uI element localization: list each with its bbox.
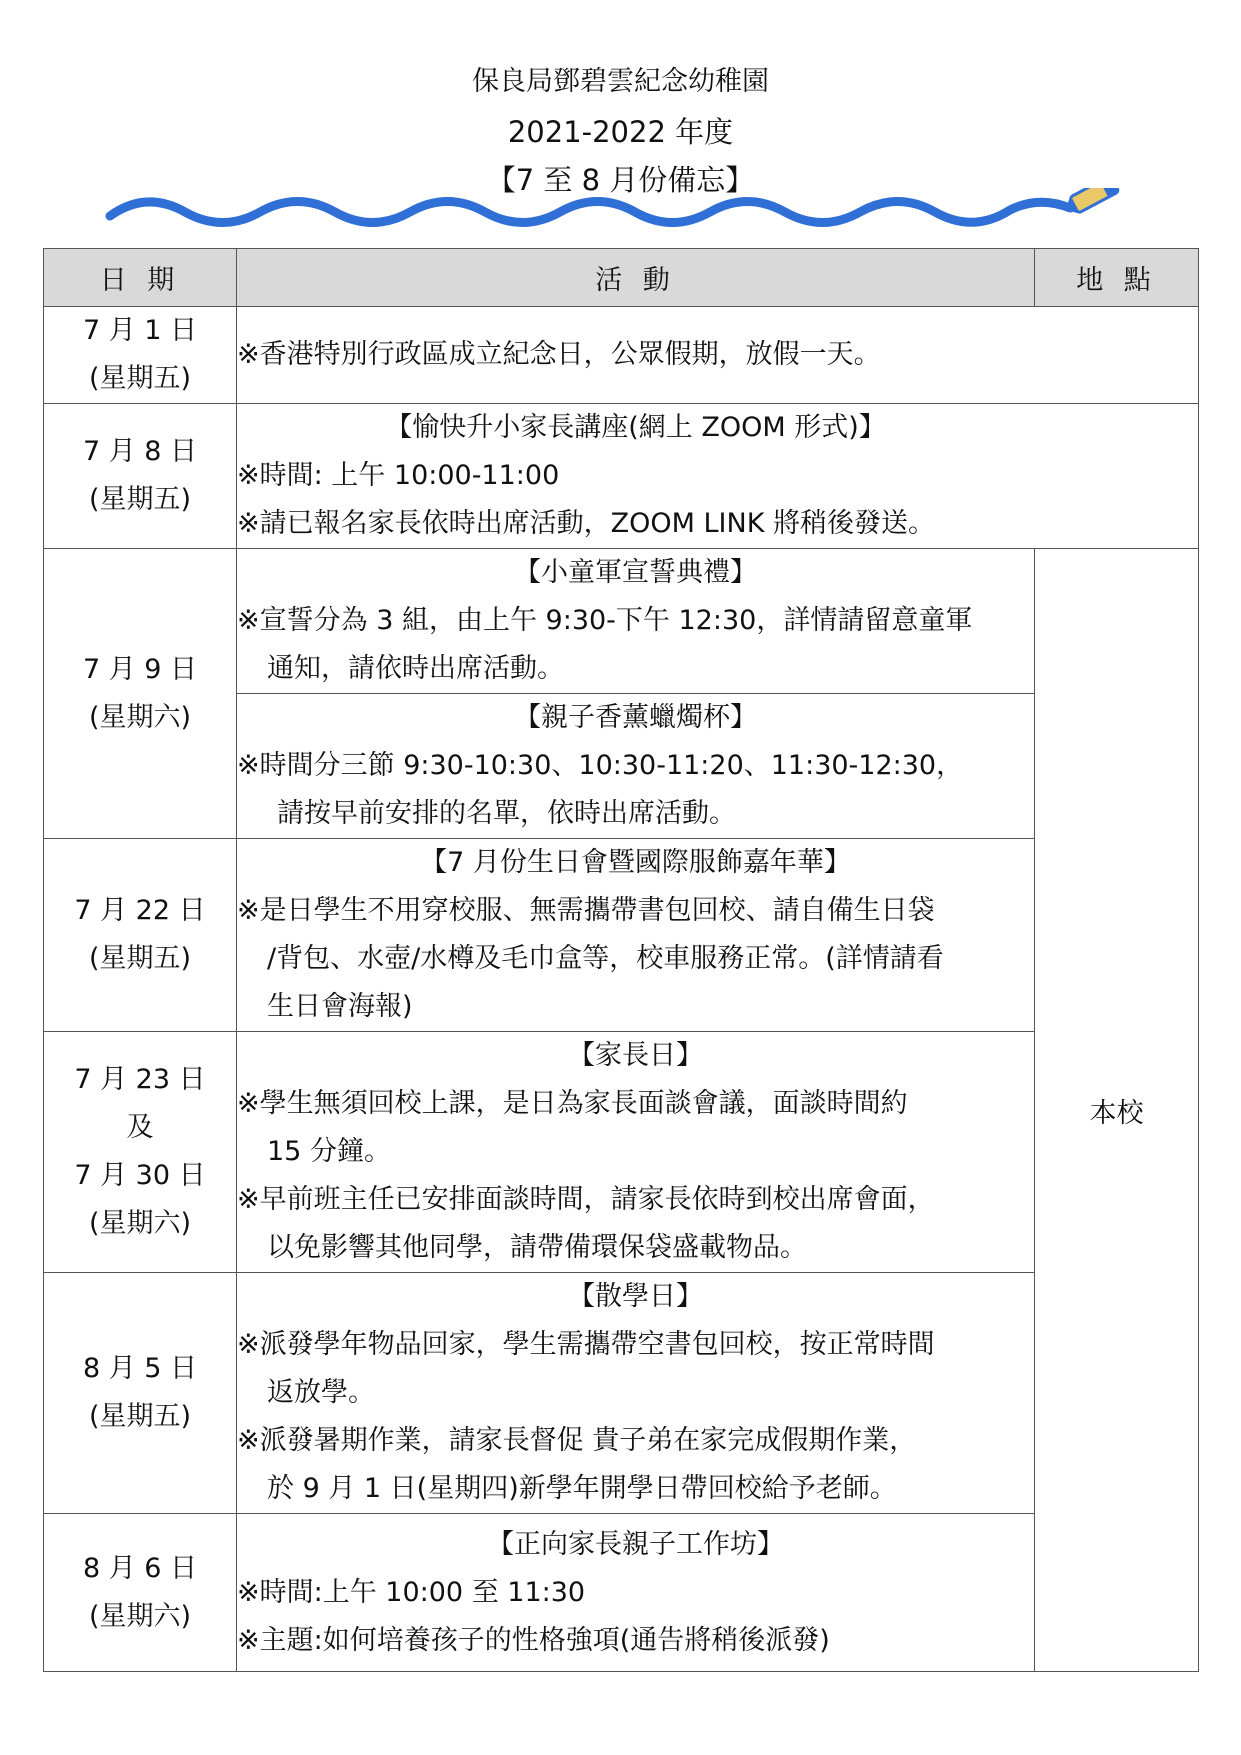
weekday-line: (星期六) xyxy=(88,1600,192,1632)
activity-cell xyxy=(237,1273,1035,1514)
crayon-icon xyxy=(1061,188,1119,218)
date-line: 7 月 23 日 xyxy=(74,1064,206,1095)
activity-line: 返放學。 xyxy=(267,1377,375,1408)
activity-title: 【家長日】 xyxy=(568,1040,703,1071)
date-cell xyxy=(44,839,237,1032)
weekday-line: (星期六) xyxy=(88,1208,192,1239)
activity-cell xyxy=(237,404,1199,549)
weekday-line: (星期六) xyxy=(88,701,192,733)
activity-line: ※時間分三節 9:30-10:30、10:30-11:20、11:30-12:30， xyxy=(237,750,964,781)
col-header-place: 地 點 xyxy=(1035,249,1199,307)
weekday-line: (星期五) xyxy=(88,484,192,515)
activity-cell xyxy=(237,694,1035,839)
activity-line: ※請已報名家長依時出席活動，ZOOM LINK 將稍後發送。 xyxy=(237,508,935,539)
activity-line: ※主題:如何培養孩子的性格強項(通告將稍後派發) xyxy=(237,1624,830,1656)
activity-cell xyxy=(237,307,1199,404)
table-row xyxy=(44,549,1199,694)
activity-line: ※早前班主任已安排面談時間，請家長依時到校出席會面， xyxy=(237,1184,935,1215)
date-line: 8 月 5 日 xyxy=(82,1353,198,1384)
date-cell xyxy=(44,1273,237,1514)
weekday-line: (星期五) xyxy=(88,363,192,394)
memo-table xyxy=(43,248,1199,1672)
date-line: 7 月 9 日 xyxy=(82,653,198,685)
activity-cell xyxy=(237,1514,1035,1672)
weekday-line: (星期五) xyxy=(88,943,192,974)
activity-title: 【7 月份生日會暨國際服飾嘉年華】 xyxy=(420,847,851,878)
activity-line: ※香港特別行政區成立紀念日，公眾假期，放假一天。 xyxy=(237,339,881,370)
activity-title: 【親子香薰蠟燭杯】 xyxy=(514,702,757,733)
activity-line: ※學生無須回校上課，是日為家長面談會議，面談時間約 xyxy=(237,1088,908,1119)
table-row xyxy=(44,404,1199,549)
table-row xyxy=(44,1514,1199,1672)
date-cell xyxy=(44,307,237,404)
activity-line: ※是日學生不用穿校服、無需攜帶書包回校、請自備生日袋 xyxy=(237,895,935,926)
table-row xyxy=(44,307,1199,404)
activity-line: 於 9 月 1 日(星期四)新學年開學日帶回校給予老師。 xyxy=(267,1473,897,1504)
col-header-activity: 活 動 xyxy=(237,249,1035,307)
date-cell xyxy=(44,404,237,549)
col-header-date: 日 期 xyxy=(44,249,237,307)
date-line: 7 月 22 日 xyxy=(74,895,206,926)
activity-title: 【正向家長親子工作坊】 xyxy=(487,1528,784,1560)
scribble-wave xyxy=(110,202,1070,223)
activity-cell xyxy=(237,549,1035,694)
date-line: 7 月 8 日 xyxy=(82,436,198,467)
activity-line: /背包、水壺/水樽及毛巾盒等，校車服務正常。(詳情請看 xyxy=(267,943,944,974)
table-row xyxy=(44,1273,1199,1514)
activity-line: ※時間:上午 10:00 至 11:30 xyxy=(237,1576,586,1608)
memo-title: 【7 至 8 月份備忘】 xyxy=(486,163,755,197)
activity-line: 請按早前安排的名單，依時出席活動。 xyxy=(277,798,736,829)
table-row xyxy=(44,839,1199,1032)
date-cell xyxy=(44,1514,237,1672)
blue-crayon-scribble-decoration xyxy=(105,188,1155,238)
date-line: 7 月 30 日 xyxy=(74,1160,206,1191)
activity-title: 【小童軍宣誓典禮】 xyxy=(514,557,757,588)
activity-line: ※時間: 上午 10:00-11:00 xyxy=(237,460,560,491)
date-cell xyxy=(44,1032,237,1273)
place-cell: 本校 xyxy=(1035,549,1199,1672)
activity-line: 以免影響其他同學，請帶備環保袋盛載物品。 xyxy=(267,1232,807,1263)
activity-title: 【愉快升小家長講座(網上 ZOOM 形式)】 xyxy=(385,412,886,443)
activity-line: ※宣誓分為 3 組，由上午 9:30-下午 12:30，詳情請留意童軍 xyxy=(237,605,973,636)
school-year: 2021-2022 年度 xyxy=(507,115,734,149)
activity-line: ※派發學年物品回家，學生需攜帶空書包回校，按正常時間 xyxy=(237,1329,935,1360)
date-line: 7 月 1 日 xyxy=(82,315,198,346)
school-name: 保良局鄧碧雲紀念幼稚園 xyxy=(472,66,769,97)
table-header-row xyxy=(44,249,1199,307)
weekday-line: (星期五) xyxy=(88,1401,192,1432)
date-connector: 及 xyxy=(126,1112,154,1143)
activity-cell xyxy=(237,1032,1035,1273)
activity-title: 【散學日】 xyxy=(568,1281,703,1312)
activity-cell xyxy=(237,839,1035,1032)
table-row xyxy=(44,1032,1199,1273)
activity-line: 15 分鐘。 xyxy=(267,1136,391,1167)
date-cell xyxy=(44,549,237,839)
activity-line: 通知，請依時出席活動。 xyxy=(267,653,564,684)
activity-line: 生日會海報) xyxy=(267,991,413,1022)
date-line: 8 月 6 日 xyxy=(82,1552,198,1584)
activity-line: ※派發暑期作業，請家長督促 貴子弟在家完成假期作業， xyxy=(237,1425,917,1456)
